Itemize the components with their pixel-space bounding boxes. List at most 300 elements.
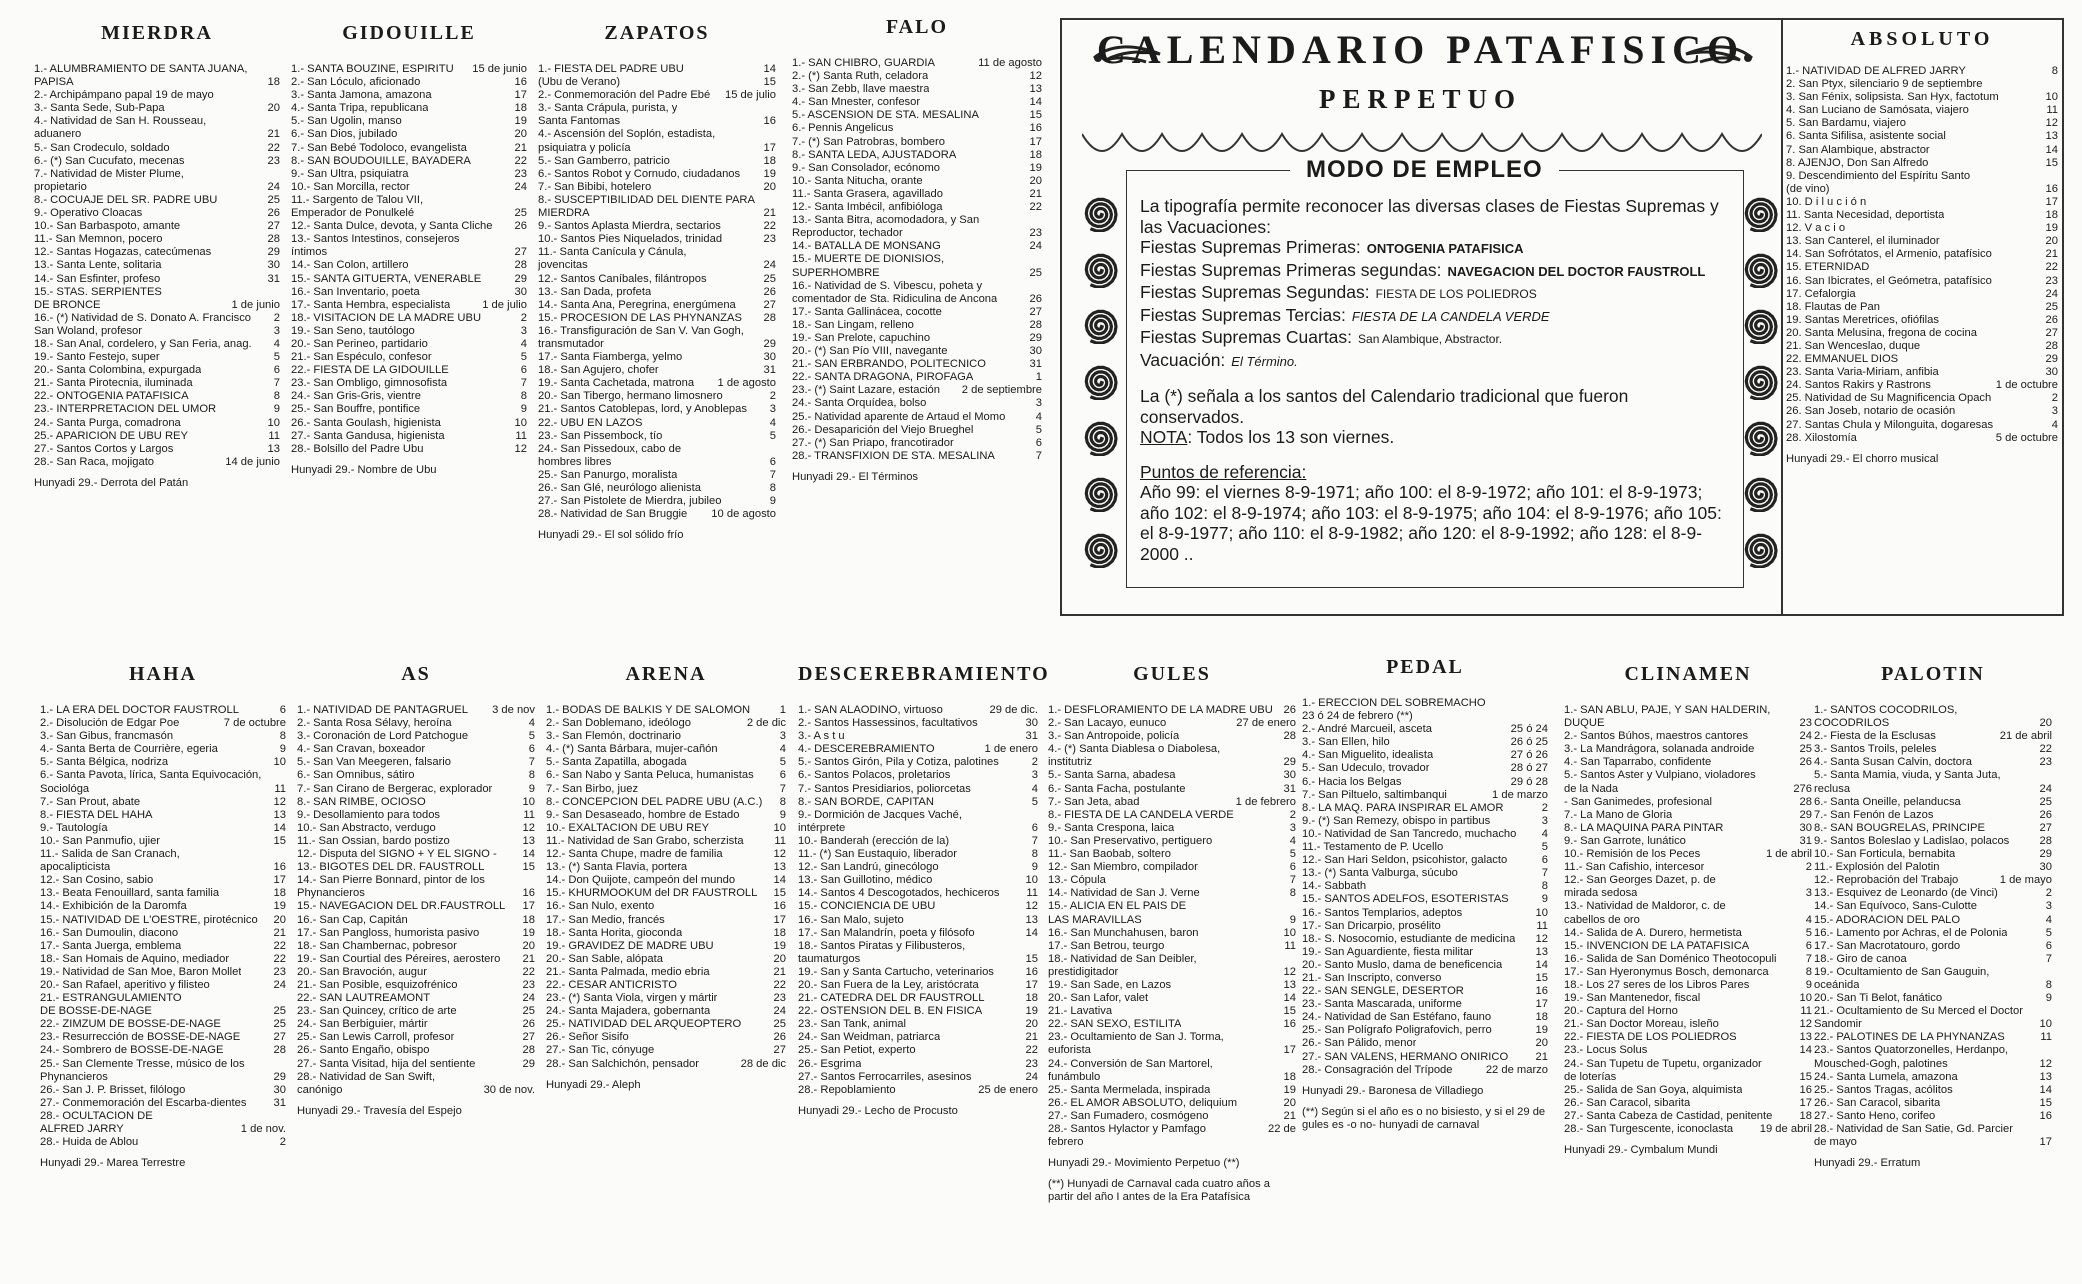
day-entry bbox=[1814, 1018, 2052, 1031]
day-date: 5 bbox=[273, 351, 280, 364]
day-date: 19 bbox=[1025, 1005, 1038, 1018]
day-date: 28 bbox=[763, 311, 776, 324]
day-entry bbox=[40, 1005, 286, 1018]
day-name: 1.- BODAS DE BALKIS Y DE SALOMON bbox=[546, 704, 751, 716]
day-entry bbox=[1564, 796, 1812, 809]
day-date bbox=[2055, 78, 2058, 91]
day-date: 27 bbox=[2039, 821, 2052, 834]
day-date: 30 bbox=[514, 285, 527, 298]
day-date: 14 bbox=[1535, 958, 1548, 971]
day-name: 10.- San Abstracto, verdugo bbox=[297, 821, 436, 834]
spiral-icon bbox=[1742, 252, 1778, 288]
day-name: 1.- SAN ALAODINO, virtuoso bbox=[798, 704, 943, 716]
day-name: 8.- SAN RIMBE, OCIOSO bbox=[297, 795, 426, 808]
day-name: 4.- Ascensión del Soplón, estadista, bbox=[538, 128, 716, 141]
day-name: 24.- San Tupetu de Tupetu, organizador bbox=[1564, 1057, 1762, 1070]
day-entry bbox=[538, 338, 776, 351]
day-entry bbox=[297, 743, 535, 756]
day-entry bbox=[34, 299, 280, 312]
day-date: 13 bbox=[2039, 1070, 2052, 1083]
day-name: 10.- Santa Nitucha, orante bbox=[792, 174, 923, 187]
day-entry bbox=[538, 220, 776, 233]
day-date: 20 bbox=[1025, 1018, 1038, 1031]
day-entry bbox=[792, 149, 1042, 162]
day-entry bbox=[40, 953, 286, 966]
month-note: (**) Según si el año es o no bisiesto, y si el 29 de gules es -o no- hunyadi de carnaval bbox=[1302, 1105, 1546, 1131]
day-date: 23 bbox=[773, 992, 786, 1005]
day-date bbox=[283, 769, 286, 782]
day-date: 22 bbox=[273, 952, 286, 965]
day-date: 25 bbox=[1799, 743, 1812, 756]
day-name: 21.- San Doctor Moreau, isleño bbox=[1564, 1018, 1719, 1031]
day-date: 6 bbox=[1805, 939, 1812, 952]
day-entry bbox=[291, 312, 527, 325]
day-date: 27 bbox=[773, 1044, 786, 1057]
day-name: 27.- (*) San Priapo, francotirador bbox=[792, 436, 954, 449]
day-entry bbox=[538, 495, 776, 508]
day-date: 21 bbox=[273, 926, 286, 939]
day-name: 8.- COCUAJE DEL SR. PADRE UBU bbox=[34, 193, 218, 206]
day-name: 27.- San Fumadero, cosmógeno bbox=[1048, 1109, 1209, 1122]
day-date: 28 bbox=[1799, 795, 1812, 808]
day-name: 21.- Santa Pirotecnia, iluminada bbox=[34, 377, 193, 390]
day-name: 18.- VISITACION DE LA MADRE UBU bbox=[291, 311, 482, 324]
day-name: 3.- A s t u bbox=[798, 730, 845, 743]
day-date: 1 de agosto bbox=[717, 377, 776, 390]
day-date: 26 bbox=[2045, 313, 2058, 326]
day-name: 23.- INTERPRETACION DEL UMOR bbox=[34, 403, 217, 416]
day-entry bbox=[546, 848, 786, 861]
day-date: 15 bbox=[763, 76, 776, 89]
day-date: 12 bbox=[1025, 900, 1038, 913]
day-entry bbox=[1048, 861, 1296, 874]
day-date: 22 de marzo bbox=[1485, 1063, 1548, 1076]
day-entry bbox=[792, 450, 1042, 463]
month-footer: Hunyadi 29.- Nombre de Ubu bbox=[291, 463, 437, 476]
day-date: 13 bbox=[1799, 1031, 1812, 1044]
day-entry bbox=[546, 835, 786, 848]
day-entry bbox=[538, 246, 776, 259]
day-date: 30 bbox=[2045, 366, 2058, 379]
day-name: 11.- San Memnon, pocero bbox=[34, 233, 163, 246]
day-date: 19 bbox=[1535, 1024, 1548, 1037]
day-date bbox=[1293, 1031, 1296, 1044]
day-name: 12.- San Hari Seldon, psicohistor, galacto bbox=[1302, 854, 1508, 867]
day-date: 25 ó 24 bbox=[1510, 723, 1548, 736]
day-name: 7.- (*) San Patrobras, bombero bbox=[792, 135, 945, 148]
day-date: 25 bbox=[1029, 266, 1042, 279]
day-date: 4 bbox=[1805, 913, 1812, 926]
day-name: 8.- SAN BOUDOUILLE, BAYADERA bbox=[291, 154, 471, 167]
day-date: 11 bbox=[2046, 104, 2058, 117]
day-name: 18.- San Agujero, chofer bbox=[538, 364, 659, 377]
day-date: 10 bbox=[2039, 1018, 2052, 1031]
modo-row-example: FIESTA DE LOS POLIEDROS bbox=[1375, 287, 1537, 301]
month-column-absoluto bbox=[1786, 28, 2058, 466]
day-date: 2 bbox=[2045, 887, 2052, 900]
day-date: 31 bbox=[1025, 730, 1038, 743]
day-date bbox=[1809, 900, 1812, 913]
day-entry bbox=[40, 914, 286, 927]
day-name: 20.- Captura del Horno bbox=[1564, 1005, 1678, 1018]
day-name: 13.- San Dada, profeta bbox=[538, 285, 652, 298]
day-date: 12 bbox=[1799, 1018, 1812, 1031]
day-name: 2.- Santos Búhos, maestros cantores bbox=[1564, 730, 1749, 743]
day-entry bbox=[1048, 979, 1296, 992]
day-entry bbox=[1786, 301, 2058, 314]
day-entry bbox=[1564, 874, 1812, 887]
day-name: 1.- SANTOS COCODRILOS, bbox=[1814, 704, 1958, 716]
day-date: 2 bbox=[1031, 756, 1038, 769]
day-name: funámbulo bbox=[1048, 1070, 1101, 1083]
day-date: 14 bbox=[773, 874, 786, 887]
day-entry bbox=[291, 63, 527, 76]
day-name: 6.- Santa Pavota, lírica, Santa Equivocación, bbox=[40, 769, 262, 782]
day-entry bbox=[1786, 157, 2058, 170]
day-name: 10.- San Morcilla, rector bbox=[291, 180, 410, 193]
day-name: 12.- Disputa del SIGNO + Y EL SIGNO - bbox=[297, 848, 497, 861]
day-name: 25.- Santos Tragas, acólitos bbox=[1814, 1083, 1953, 1096]
modo-row-label: Fiestas Supremas Primeras segundas: bbox=[1140, 259, 1442, 280]
spiral-icon bbox=[1082, 420, 1118, 456]
day-name: 7. San Alambique, abstractor bbox=[1786, 143, 1930, 156]
day-date: 10 bbox=[1535, 906, 1548, 919]
day-entry bbox=[1048, 992, 1296, 1005]
day-name: 26.- Señor Sisifo bbox=[546, 1031, 629, 1044]
day-date: 2 bbox=[279, 1136, 286, 1149]
day-entry bbox=[798, 835, 1038, 848]
day-entry bbox=[792, 162, 1042, 175]
day-name: 11.- Salida de San Cranach, bbox=[40, 848, 180, 861]
day-name: 17.- San Malandrín, poeta y filósofo bbox=[798, 926, 975, 939]
day-date: 19 bbox=[1029, 161, 1042, 174]
day-entry bbox=[792, 397, 1042, 410]
day-date: 4 bbox=[2045, 913, 2052, 926]
day-name: 16.- Salida de San Doménico Theotocopuli bbox=[1564, 952, 1777, 965]
day-date bbox=[773, 325, 776, 338]
day-name: 17.- Santa Fiamberga, yelmo bbox=[538, 351, 683, 364]
day-name: propietario bbox=[34, 180, 87, 193]
day-date: 16 bbox=[1283, 1018, 1296, 1031]
day-name: 2.- Conmemoración del Padre Ebé bbox=[538, 89, 711, 102]
day-date: 3 bbox=[1541, 814, 1548, 827]
day-name: 10.- San Barbaspoto, amante bbox=[34, 220, 181, 233]
day-name: 13.- Natividad de Maldoror, c. de bbox=[1564, 900, 1726, 913]
day-entry bbox=[1302, 697, 1548, 710]
day-entry bbox=[40, 887, 286, 900]
day-name: 7.- Natividad de Mister Plume, bbox=[34, 167, 184, 180]
day-name: 10.- San Preservativo, pertiguero bbox=[1048, 834, 1213, 847]
day-entry bbox=[546, 743, 786, 756]
day-entry bbox=[546, 730, 786, 743]
day-entry bbox=[1814, 796, 2052, 809]
day-date: 12 bbox=[273, 795, 286, 808]
month-heading: FALO bbox=[885, 16, 949, 38]
day-name: 5.- San Van Meegeren, falsario bbox=[297, 756, 452, 769]
day-list bbox=[1564, 704, 1812, 1136]
day-name: 4.- (*) Santa Diablesa o Diabolesa, bbox=[1048, 743, 1221, 756]
day-entry bbox=[546, 1018, 786, 1031]
day-entry bbox=[297, 887, 535, 900]
day-name: 21.- San Posible, esquizofrénico bbox=[297, 978, 458, 991]
day-name: intérprete bbox=[798, 821, 846, 834]
day-entry bbox=[792, 227, 1042, 240]
day-date: 14 bbox=[2039, 1083, 2052, 1096]
day-entry bbox=[546, 783, 786, 796]
day-date: 18 bbox=[522, 913, 535, 926]
day-date: 14 bbox=[1029, 96, 1042, 109]
day-entry bbox=[40, 1136, 286, 1149]
modo-row bbox=[1140, 350, 1730, 373]
day-name: 23.- Santos Quatorzonelles, Herdanpo, bbox=[1814, 1044, 2009, 1057]
day-date bbox=[277, 89, 280, 102]
day-name: 4.- Santa Susan Calvin, doctora bbox=[1814, 756, 1972, 769]
day-entry bbox=[1814, 1044, 2052, 1057]
day-date: 22 bbox=[763, 220, 776, 233]
day-entry bbox=[297, 796, 535, 809]
day-date: 15 bbox=[2039, 1096, 2052, 1109]
day-name: 7.- San Jeta, abad bbox=[1048, 795, 1140, 808]
day-name: 22.- ZIMZUM DE BOSSE-DE-NAGE bbox=[40, 1018, 221, 1031]
day-date: 19 bbox=[514, 115, 527, 128]
day-entry bbox=[1302, 1011, 1548, 1024]
day-date: 4 bbox=[1289, 834, 1296, 847]
day-entry bbox=[538, 364, 776, 377]
note-text: : Todos los 13 son viernes. bbox=[1187, 427, 1395, 447]
day-entry bbox=[538, 168, 776, 181]
day-date: 19 bbox=[773, 939, 786, 952]
day-name: 16.- Transfiguración de San V. Van Gogh, bbox=[538, 324, 744, 337]
day-entry bbox=[546, 1031, 786, 1044]
day-entry bbox=[34, 142, 280, 155]
month-footer: Hunyadi 29.- El Términos bbox=[792, 470, 919, 483]
day-entry bbox=[1048, 887, 1296, 900]
day-entry bbox=[538, 259, 776, 272]
day-date: 9 bbox=[528, 782, 535, 795]
day-entry bbox=[1814, 966, 2052, 979]
day-name: de la Nada bbox=[1564, 782, 1619, 795]
day-entry bbox=[1302, 998, 1548, 1011]
month-column-mierdra bbox=[34, 22, 280, 490]
day-name: 27.- Santa Gandusa, higienista bbox=[291, 429, 445, 442]
day-name: 18. Flautas de Pan bbox=[1786, 300, 1880, 313]
day-name: 17.- San Medio, francés bbox=[546, 913, 665, 926]
day-entry bbox=[34, 430, 280, 443]
day-name: 14. San Sofrótatos, el Armenio, patafísico bbox=[1786, 248, 1992, 261]
day-entry bbox=[34, 351, 280, 364]
day-name: Reproductor, techador bbox=[792, 227, 903, 240]
day-entry bbox=[297, 979, 535, 992]
day-date bbox=[2049, 966, 2052, 979]
day-name: 28.- San Raca, mojigato bbox=[34, 455, 155, 468]
day-date: 29 bbox=[273, 1070, 286, 1083]
day-name: 12.- Santas Hogazas, catecúmenas bbox=[34, 246, 212, 259]
spiral-icon bbox=[1082, 308, 1118, 344]
day-date: 30 bbox=[1025, 717, 1038, 730]
day-name: 3.- Coronación de Lord Patchogue bbox=[297, 730, 469, 743]
day-date: 6 bbox=[520, 364, 527, 377]
day-date: 19 de abril bbox=[1759, 1123, 1812, 1135]
day-date: 24 bbox=[2045, 287, 2058, 300]
day-name: 25.- Salida de San Goya, alquimista bbox=[1564, 1083, 1743, 1096]
day-date: 20 bbox=[773, 952, 786, 965]
day-name: 20.- Santa Colombina, expurgada bbox=[34, 364, 202, 377]
day-entry bbox=[792, 293, 1042, 306]
day-entry bbox=[546, 887, 786, 900]
day-date: 10 de agosto bbox=[711, 508, 776, 521]
day-date: 16 bbox=[763, 115, 776, 128]
day-date: 6 bbox=[2045, 939, 2052, 952]
day-entry bbox=[798, 1084, 1038, 1097]
day-entry bbox=[1048, 717, 1296, 730]
day-date: 12 bbox=[522, 821, 535, 834]
day-name: 15.- NATIVIDAD DE L'OESTRE, pirotécnico bbox=[40, 913, 258, 926]
month-heading: CLINAMEN bbox=[1624, 663, 1752, 685]
day-date: 6 bbox=[1541, 854, 1548, 867]
day-date: 26 bbox=[763, 285, 776, 298]
day-entry bbox=[1786, 222, 2058, 235]
day-date bbox=[524, 194, 527, 207]
day-entry bbox=[40, 743, 286, 756]
day-date: 30 bbox=[267, 259, 280, 272]
day-name: 6.- San Dios, jubilado bbox=[291, 128, 398, 141]
day-name: 14.- San Equívoco, Sans-Culotte bbox=[1814, 900, 1977, 913]
day-date: 16 bbox=[514, 76, 527, 89]
day-entry bbox=[538, 115, 776, 128]
day-date: 29 bbox=[1799, 808, 1812, 821]
day-name: 6.- Santa Facha, postulante bbox=[1048, 782, 1186, 795]
day-name: COCODRILOS bbox=[1814, 717, 1890, 730]
day-entry bbox=[1814, 1071, 2052, 1084]
day-name: 1.- DESFLORAMIENTO DE LA MADRE UBU bbox=[1048, 704, 1273, 716]
day-date: 26 bbox=[267, 207, 280, 220]
day-entry bbox=[40, 966, 286, 979]
modo-row bbox=[1140, 237, 1730, 260]
day-date bbox=[1293, 743, 1296, 756]
day-date: 13 bbox=[273, 808, 286, 821]
day-entry bbox=[546, 914, 786, 927]
day-entry bbox=[1302, 802, 1548, 815]
day-entry bbox=[40, 1031, 286, 1044]
day-entry bbox=[546, 953, 786, 966]
day-name: 10.- San Panmufio, ujier bbox=[40, 834, 161, 847]
day-entry bbox=[1786, 432, 2058, 445]
day-entry bbox=[1048, 704, 1296, 717]
day-name: taumaturgos bbox=[798, 952, 861, 965]
day-date: 1 de mayo bbox=[1999, 874, 2052, 887]
day-name: 22.- SAN LAUTREAMONT bbox=[297, 992, 431, 1005]
day-date: 20 bbox=[1029, 174, 1042, 187]
day-name: 13.- Esquivez de Leonardo (de Vinci) bbox=[1814, 887, 1998, 900]
day-entry bbox=[1814, 940, 2052, 953]
day-date: 21 bbox=[1025, 1031, 1038, 1044]
day-date bbox=[773, 246, 776, 259]
day-entry bbox=[1814, 1110, 2052, 1123]
day-entry bbox=[538, 194, 776, 207]
day-name: 10.- Natividad de San Tancredo, muchacho bbox=[1302, 827, 1517, 840]
day-date: 23 bbox=[1799, 717, 1812, 730]
day-date: 31 bbox=[267, 272, 280, 285]
day-entry bbox=[798, 940, 1038, 953]
day-name: 14.- Salida de A. Durero, hermetista bbox=[1564, 926, 1742, 939]
day-name: 16. San Ibicrates, el Geómetra, patafísico bbox=[1786, 274, 1992, 287]
day-entry bbox=[538, 417, 776, 430]
day-entry bbox=[1048, 730, 1296, 743]
day-name: 9.- Tautología bbox=[40, 821, 108, 834]
day-entry bbox=[1786, 419, 2058, 432]
month-column-arena bbox=[546, 663, 786, 1092]
spiral-icon bbox=[1742, 420, 1778, 456]
day-entry bbox=[538, 403, 776, 416]
day-entry bbox=[546, 966, 786, 979]
month-footer: Hunyadi 29.- Travesía del Espejo bbox=[297, 1104, 462, 1117]
day-entry bbox=[1814, 1123, 2052, 1136]
day-name: 25.- San Clemente Tresse, músico de los bbox=[40, 1057, 245, 1070]
day-entry bbox=[538, 128, 776, 141]
day-entry bbox=[40, 756, 286, 769]
day-date: 9 bbox=[279, 743, 286, 756]
day-date: 17 bbox=[2045, 195, 2058, 208]
day-entry bbox=[1814, 1031, 2052, 1044]
day-name: 21.- San Espéculo, confesor bbox=[291, 351, 432, 364]
day-entry bbox=[792, 57, 1042, 70]
day-name: 5.- San Ugolin, manso bbox=[291, 115, 402, 128]
day-name: 4.- Santa Tripa, republicana bbox=[291, 102, 429, 115]
day-date: 20 bbox=[1283, 1096, 1296, 1109]
day-entry bbox=[1048, 1058, 1296, 1071]
day-entry bbox=[546, 822, 786, 835]
day-date bbox=[1293, 1136, 1296, 1149]
day-date: 13 bbox=[773, 861, 786, 874]
day-date: 5 de octubre bbox=[1995, 431, 2058, 444]
day-name: 27.- Santa Cabeza de Castidad, penitente bbox=[1564, 1109, 1773, 1122]
day-date: 1 de julio bbox=[482, 298, 527, 311]
day-entry bbox=[538, 207, 776, 220]
day-date: 4 bbox=[2051, 418, 2058, 431]
day-entry bbox=[40, 1071, 286, 1084]
day-entry bbox=[1564, 953, 1812, 966]
modo-row-example: FIESTA DE LA CANDELA VERDE bbox=[1351, 308, 1550, 324]
day-date: 30 bbox=[2039, 861, 2052, 874]
day-name: 9.- Operativo Cloacas bbox=[34, 207, 143, 220]
day-name: 24.- Santa Lumela, amazona bbox=[1814, 1070, 1958, 1083]
day-date: 1 de nov. bbox=[240, 1123, 286, 1135]
month-footer: Hunyadi 29.- Cymbalum Mundi bbox=[1564, 1144, 1718, 1157]
day-date: 31 bbox=[1029, 358, 1042, 371]
day-date: 24 bbox=[773, 1005, 786, 1018]
day-name: 13. San Canterel, el iluminador bbox=[1786, 235, 1940, 248]
day-date: 11 bbox=[2040, 1031, 2052, 1044]
day-entry bbox=[538, 233, 776, 246]
day-entry bbox=[792, 306, 1042, 319]
day-name: 4.- San Miguelito, idealista bbox=[1302, 749, 1434, 762]
day-entry bbox=[291, 403, 527, 416]
day-entry bbox=[792, 358, 1042, 371]
day-entry bbox=[291, 299, 527, 312]
day-date: 17 bbox=[514, 89, 527, 102]
day-entry bbox=[798, 796, 1038, 809]
day-name: 9.- San Consolador, ecónomo bbox=[792, 161, 941, 174]
spiral-icon bbox=[1082, 476, 1118, 512]
day-date: 16 bbox=[273, 861, 286, 874]
day-entry bbox=[792, 267, 1042, 280]
day-entry bbox=[40, 704, 286, 717]
day-date: 3 bbox=[1289, 821, 1296, 834]
modo-row-label: Fiestas Supremas Tercias: bbox=[1140, 304, 1346, 325]
modo-row-example: ONTOGENIA PATAFISICA bbox=[1366, 241, 1524, 256]
day-date: 31 bbox=[1799, 834, 1812, 847]
day-entry bbox=[1786, 288, 2058, 301]
